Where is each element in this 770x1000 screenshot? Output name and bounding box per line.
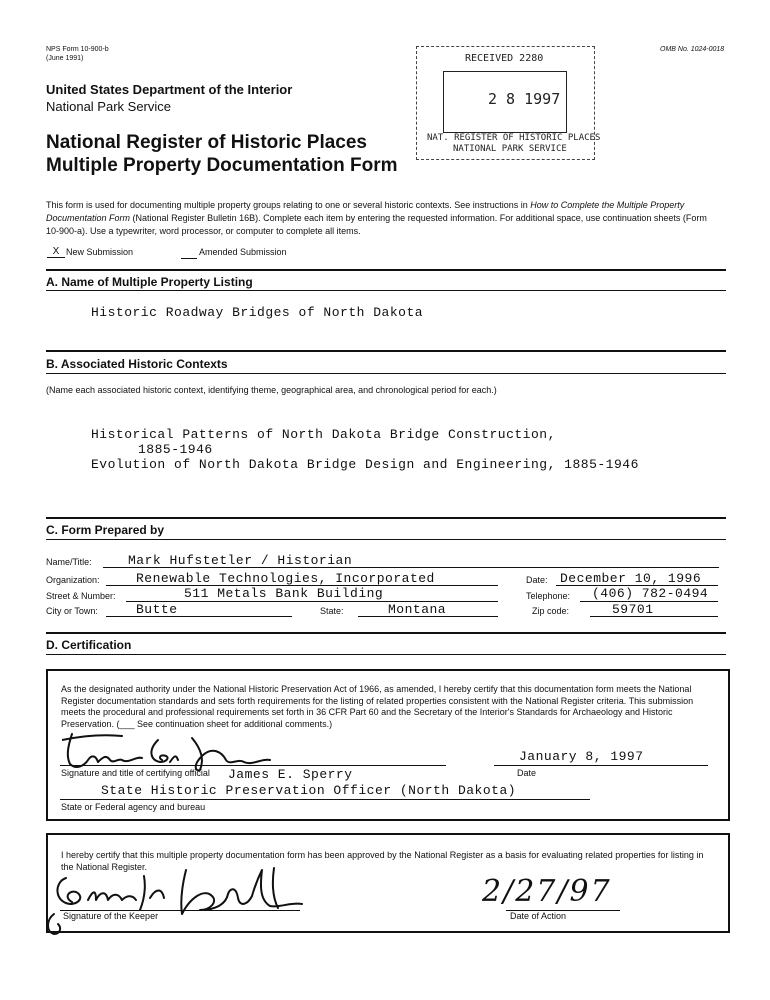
context-1-line1[interactable]: Historical Patterns of North Dakota Bridge Construction, xyxy=(91,427,556,442)
certification-text: As the designated authority under the National Historic Preservation Act of 1966, as amended, I hereby certify that this documentation form meets the National Register documentation standards and sets forth requirements for the listing of related properties consistent with the National Register criteria. This submission meets the procedural and professional requirements set forth in 36 CFR Part 60 and the Secretary of the Interior's Standards for Archaeology and Historic Preservation. (___ See continuation sheet for additional comments.) xyxy=(61,684,694,729)
keeper-signature-label: Signature of the Keeper xyxy=(63,911,159,921)
section-b-title: B. Associated Historic Contexts xyxy=(46,357,228,371)
section-a-title: A. Name of Multiple Property Listing xyxy=(46,275,253,289)
section-b-instructions: (Name each associated historic context, identifying theme, geographical area, and chronological period for each.) xyxy=(46,385,497,395)
department-name: United States Department of the Interior xyxy=(46,82,293,97)
name-title-value: Mark Hufstetler / Historian xyxy=(128,553,353,568)
agency-bureau-value[interactable]: State Historic Preservation Officer (North Dakota) xyxy=(101,783,517,798)
omb-number: OMB No. 1024-0018 xyxy=(660,46,725,53)
action-date-label: Date of Action xyxy=(510,911,567,921)
zip-field[interactable] xyxy=(590,602,718,617)
form-title-line2: Multiple Property Documentation Form xyxy=(46,155,398,176)
telephone-value: (406) 782-0494 xyxy=(592,586,709,601)
telephone-label: Telephone: xyxy=(526,591,571,601)
new-submission-label: New Submission xyxy=(66,247,134,257)
approval-text: I hereby certify that this multiple property documentation form has been approved by the National Register as a basis for evaluating related properties for listing in the National Register. xyxy=(61,850,704,872)
agency-line xyxy=(60,799,590,800)
name-title-label: Name/Title: xyxy=(46,557,92,567)
section-d-title: D. Certification xyxy=(46,638,132,652)
stamp-date-box xyxy=(443,71,567,133)
street-label: Street & Number: xyxy=(46,591,116,601)
received-stamp xyxy=(416,46,601,160)
divider xyxy=(46,517,726,519)
intro-text-italic: How to Complete the Multiple Property Documentation Form xyxy=(46,200,685,223)
city-label: City or Town: xyxy=(46,606,98,616)
amended-submission-label: Amended Submission xyxy=(199,247,287,257)
intro-text xyxy=(46,199,718,238)
signature-line xyxy=(60,765,446,766)
context-2[interactable]: Evolution of North Dakota Bridge Design and Engineering, 1885-1946 xyxy=(91,457,639,472)
stamp-footer-line1: NAT. REGISTER OF HISTORIC PLACES xyxy=(427,133,601,143)
certification-date[interactable]: January 8, 1997 xyxy=(519,749,644,764)
date-label: Date: xyxy=(526,575,548,585)
street-value: 511 Metals Bank Building xyxy=(184,586,384,601)
divider xyxy=(46,290,726,291)
divider xyxy=(46,539,726,540)
keeper-signature xyxy=(40,858,310,938)
stamp-footer-line2: NATIONAL PARK SERVICE xyxy=(453,144,567,154)
agency-name: National Park Service xyxy=(46,99,171,114)
date-line xyxy=(494,765,708,766)
city-field[interactable] xyxy=(106,602,292,617)
organization-label: Organization: xyxy=(46,575,100,585)
certifying-official-name[interactable]: James E. Sperry xyxy=(228,767,353,782)
divider xyxy=(46,350,726,352)
stamp-received: RECEIVED 2280 xyxy=(465,53,544,64)
action-date-handwritten[interactable]: 2/27/97 xyxy=(482,874,612,909)
section-c-title: C. Form Prepared by xyxy=(46,523,165,537)
state-label: State: xyxy=(320,606,344,616)
date-value: December 10, 1996 xyxy=(560,571,702,586)
state-value: Montana xyxy=(388,602,447,617)
form-date: (June 1991) xyxy=(46,55,84,62)
multiple-property-name[interactable]: Historic Roadway Bridges of North Dakota xyxy=(91,305,424,320)
divider xyxy=(46,269,726,271)
amended-submission-checkbox[interactable] xyxy=(181,246,197,259)
city-value: Butte xyxy=(136,602,178,617)
form-title-line1: National Register of Historic Places xyxy=(46,132,367,153)
divider xyxy=(46,632,726,634)
intro-text-part2: (National Register Bulletin 16B). Complete each item by entering the requested information. For additional space, use continuation sheets (Form 10-900-a). Use a typewriter, word processor, or computer to complete all items. xyxy=(46,213,707,236)
divider xyxy=(46,373,726,374)
intro-text-part1: This form is used for documenting multiple property groups relating to one or several historic contexts. See instructions in xyxy=(46,200,531,210)
zip-label: Zip code: xyxy=(532,606,570,616)
agency-bureau-label: State or Federal agency and bureau xyxy=(61,802,206,812)
signature-label: Signature and title of certifying official xyxy=(61,768,210,778)
divider xyxy=(46,654,726,655)
stamp-date: 2 8 1997 xyxy=(488,90,561,108)
organization-value: Renewable Technologies, Incorporated xyxy=(136,571,435,586)
form-number: NPS Form 10-900-b xyxy=(46,46,109,53)
certification-date-label: Date xyxy=(517,768,537,778)
context-1-line2[interactable]: 1885-1946 xyxy=(138,442,213,457)
new-submission-checkbox[interactable]: X xyxy=(47,246,65,258)
zip-value: 59701 xyxy=(612,602,654,617)
